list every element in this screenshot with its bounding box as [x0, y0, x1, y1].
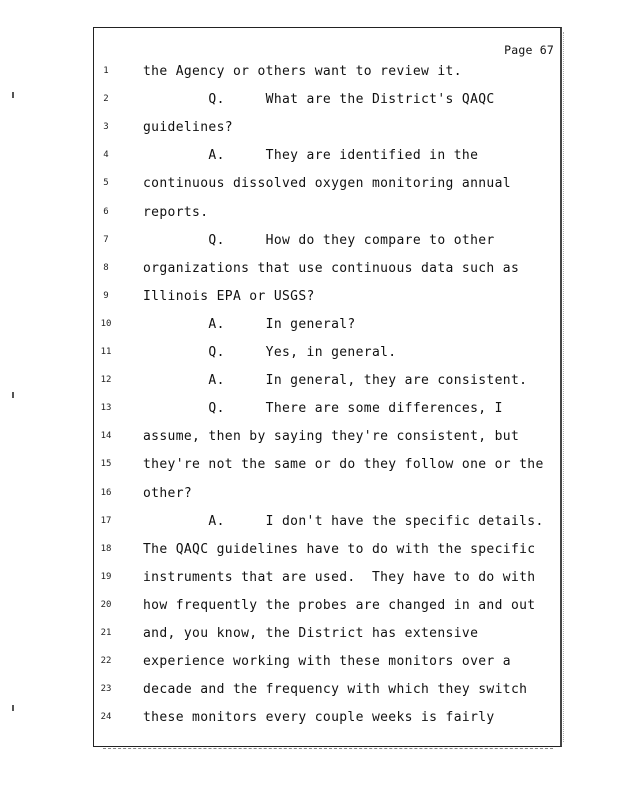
- transcript-line: Q. What are the District's QAQC: [143, 92, 495, 108]
- transcript-line: these monitors every couple weeks is fairly: [143, 710, 495, 726]
- transcript-line: A. They are identified in the: [143, 148, 479, 164]
- line-number: 22: [100, 656, 112, 667]
- line-number: 20: [100, 599, 112, 610]
- transcript-line: organizations that use continuous data such as: [143, 260, 520, 276]
- transcript-line: and, you know, the District has extensive: [143, 626, 479, 641]
- transcript-line: The QAQC guidelines have to do with the specific: [143, 541, 536, 557]
- transcript-line: Q. Yes, in general.: [143, 345, 397, 360]
- line-number: 14: [100, 431, 112, 442]
- line-number: 10: [100, 318, 112, 329]
- transcript-line: assume, then by saying they're consistent, but: [143, 429, 520, 445]
- transcript-line: reports.: [143, 204, 209, 220]
- transcript-line: other?: [143, 485, 193, 501]
- transcript-line: A. I don't have the specific details.: [143, 513, 544, 529]
- line-number: 24: [100, 712, 112, 723]
- line-number: 1: [103, 66, 109, 76]
- transcript-line: decade and the frequency with which they switch: [143, 682, 528, 698]
- margin-mark: [12, 92, 14, 98]
- line-number: 3: [103, 122, 109, 133]
- transcript-line: guidelines?: [143, 120, 233, 136]
- line-number: 18: [100, 543, 112, 554]
- line-number: 4: [103, 150, 109, 161]
- line-number: 23: [100, 684, 112, 695]
- transcript-line: Illinois EPA or USGS?: [143, 288, 315, 304]
- transcript-line: Q. How do they compare to other: [143, 232, 495, 248]
- bottom-rule: [103, 748, 553, 749]
- page-number: Page 67: [504, 43, 554, 57]
- transcript-line: A. In general?: [143, 316, 356, 332]
- transcript-line: they're not the same or do they follow one or the: [143, 457, 544, 473]
- transcript-line: continuous dissolved oxygen monitoring annual: [143, 176, 511, 192]
- transcript-line: experience working with these monitors over a: [143, 654, 511, 670]
- line-number: 7: [103, 234, 109, 245]
- line-number: 5: [103, 178, 109, 189]
- line-number: 12: [100, 375, 112, 386]
- transcript-line: how frequently the probes are changed in and out: [143, 597, 536, 613]
- line-number: 13: [100, 403, 112, 414]
- transcript-line: A. In general, they are consistent.: [143, 373, 528, 389]
- line-number: 16: [100, 487, 112, 498]
- line-number: 6: [103, 206, 109, 217]
- line-number: 2: [103, 94, 109, 105]
- line-number: 9: [103, 290, 109, 301]
- margin-mark: [12, 392, 14, 398]
- transcript-line: the Agency or others want to review it.: [143, 64, 462, 79]
- line-number: 11: [100, 347, 112, 357]
- line-number: 8: [103, 262, 109, 273]
- line-number: 17: [100, 515, 112, 526]
- line-number: 15: [100, 459, 112, 470]
- transcript-line: instruments that are used. They have to do with: [143, 569, 536, 585]
- scan-edge: [563, 32, 565, 742]
- line-number: 21: [100, 628, 112, 638]
- margin-mark: [12, 705, 14, 711]
- line-number: 19: [100, 571, 112, 582]
- transcript-line: Q. There are some differences, I: [143, 401, 503, 417]
